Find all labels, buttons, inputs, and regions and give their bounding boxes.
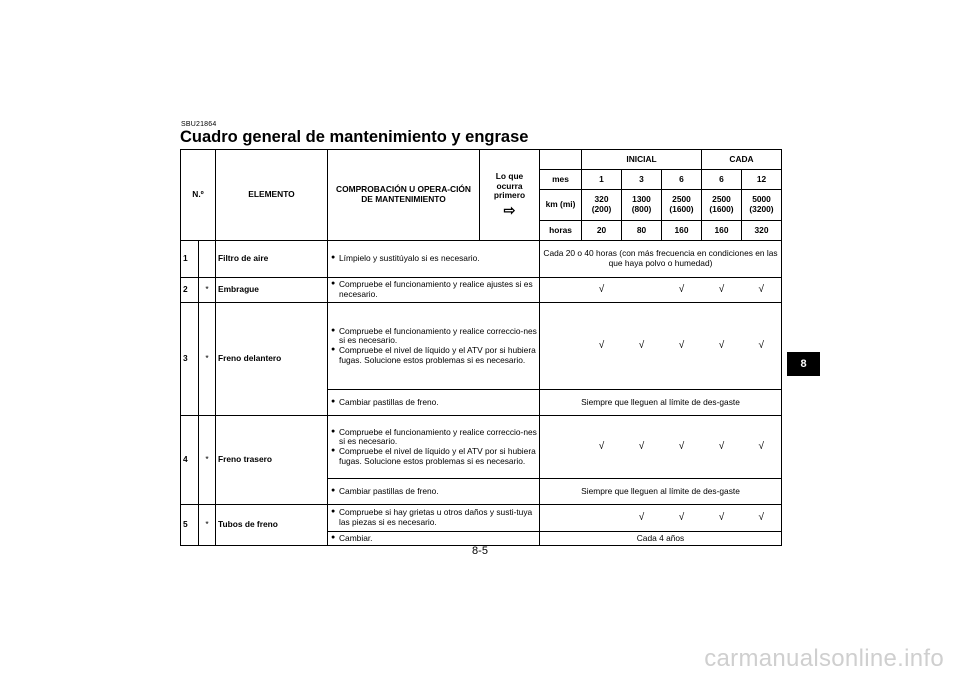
table-row xyxy=(181,416,782,479)
tick-mark: √ xyxy=(702,505,742,532)
row-check xyxy=(328,278,540,303)
unit-mes: mes xyxy=(540,170,582,190)
table-row xyxy=(181,278,782,303)
empty-cell xyxy=(540,303,582,390)
tick-mark: √ xyxy=(742,303,782,390)
tick-mark: √ xyxy=(742,505,782,532)
horas-value: 320 xyxy=(742,221,782,241)
row-number: 5 xyxy=(181,505,199,546)
km-value: 5000 (3200) xyxy=(742,190,782,221)
row-element: Filtro de aire xyxy=(216,241,328,278)
chapter-tab: 8 xyxy=(787,352,820,376)
unit-km: km (mi) xyxy=(540,190,582,221)
header-element: ELEMENTO xyxy=(216,150,328,241)
tick-mark: √ xyxy=(622,505,662,532)
maintenance-table xyxy=(180,149,782,546)
km-value: 1300 (800) xyxy=(622,190,662,221)
header-whichever-label: Lo que ocurra primero xyxy=(493,170,526,201)
row-interval: Cada 4 años xyxy=(540,532,782,546)
check-item: ● Compruebe el nivel de líquido y el ATV por si hubiera fugas. Solucione estos problemas si es necesario. xyxy=(330,346,537,365)
tick-mark: √ xyxy=(702,416,742,479)
table-row xyxy=(181,505,782,532)
check-item: ● Compruebe el funcionamiento y realice ajustes si es necesario. xyxy=(330,280,537,299)
row-check xyxy=(328,479,540,505)
row-element: Tubos de freno xyxy=(216,505,328,546)
row-star: * xyxy=(199,278,216,303)
tick-mark: √ xyxy=(582,303,622,390)
check-item: ● Compruebe el nivel de líquido y el ATV por si hubiera fugas. Solucione estos problemas si es necesario. xyxy=(330,447,537,466)
unit-horas: horas xyxy=(540,221,582,241)
header-every: CADA xyxy=(702,150,782,170)
empty-cell xyxy=(540,416,582,479)
page-number: 8-5 xyxy=(472,545,488,557)
horas-value: 160 xyxy=(662,221,702,241)
row-check xyxy=(328,532,540,546)
row-check xyxy=(328,241,540,278)
row-number: 1 xyxy=(181,241,199,278)
mes-value: 6 xyxy=(662,170,702,190)
tick-mark: √ xyxy=(742,278,782,303)
header-initial: INICIAL xyxy=(582,150,702,170)
check-item: ● Compruebe el funcionamiento y realice correccio-nes si es necesario. xyxy=(330,428,537,447)
tick-mark: √ xyxy=(582,278,622,303)
tick-mark: √ xyxy=(702,278,742,303)
tick-mark: √ xyxy=(662,303,702,390)
row-star: * xyxy=(199,505,216,546)
header-num: N.º xyxy=(181,150,216,241)
tick-mark: √ xyxy=(662,416,702,479)
header-check: COMPROBACIÓN U OPERA-CIÓN DE MANTENIMIENTO xyxy=(328,150,480,241)
check-item: ● Cambiar. xyxy=(330,534,537,544)
horas-value: 80 xyxy=(622,221,662,241)
row-element: Freno trasero xyxy=(216,416,328,505)
row-interval: Cada 20 o 40 horas (con más frecuencia en condiciones en las que haya polvo o humedad) xyxy=(540,241,782,278)
row-check xyxy=(328,416,540,479)
row-check xyxy=(328,505,540,532)
check-item: ● Compruebe el funcionamiento y realice correccio-nes si es necesario. xyxy=(330,327,537,346)
row-number: 4 xyxy=(181,416,199,505)
row-star: * xyxy=(199,416,216,505)
check-item: ● Compruebe si hay grietas u otros daños y susti-tuya las piezas si es necesario. xyxy=(330,508,537,527)
empty-cell xyxy=(582,505,622,532)
table-row xyxy=(181,303,782,390)
tick-mark: √ xyxy=(622,416,662,479)
row-interval: Siempre que lleguen al límite de des-gaste xyxy=(540,390,782,416)
tick-mark: √ xyxy=(662,278,702,303)
km-value: 2500 (1600) xyxy=(702,190,742,221)
empty-cell xyxy=(622,278,662,303)
table-row xyxy=(181,241,782,278)
check-item: ● Límpielo y sustitúyalo si es necesario. xyxy=(330,254,537,264)
row-element: Freno delantero xyxy=(216,303,328,416)
tick-mark: √ xyxy=(582,416,622,479)
mes-value: 6 xyxy=(702,170,742,190)
row-check xyxy=(328,390,540,416)
mes-value: 12 xyxy=(742,170,782,190)
tick-mark: √ xyxy=(622,303,662,390)
km-value: 2500 (1600) xyxy=(662,190,702,221)
horas-value: 160 xyxy=(702,221,742,241)
row-star: * xyxy=(199,303,216,416)
tick-mark: √ xyxy=(702,303,742,390)
empty-cell xyxy=(540,278,582,303)
row-interval: Siempre que lleguen al límite de des-gaste xyxy=(540,479,782,505)
row-star xyxy=(199,241,216,278)
row-number: 3 xyxy=(181,303,199,416)
km-value: 320 (200) xyxy=(582,190,622,221)
horas-value: 20 xyxy=(582,221,622,241)
page-title: Cuadro general de mantenimiento y engrase xyxy=(180,128,529,146)
row-number: 2 xyxy=(181,278,199,303)
check-item: ● Cambiar pastillas de freno. xyxy=(330,487,537,497)
row-check xyxy=(328,303,540,390)
watermark: carmanualsonline.info xyxy=(704,645,944,672)
header-whichever xyxy=(480,150,540,241)
row-element: Embrague xyxy=(216,278,328,303)
check-item: ● Cambiar pastillas de freno. xyxy=(330,398,537,408)
tick-mark: √ xyxy=(662,505,702,532)
mes-value: 1 xyxy=(582,170,622,190)
header-row-1 xyxy=(181,150,782,170)
mes-value: 3 xyxy=(622,170,662,190)
document-code: SBU21864 xyxy=(181,121,217,128)
tick-mark: √ xyxy=(742,416,782,479)
arrow-right-icon: ⇨ xyxy=(503,201,516,218)
empty-cell xyxy=(540,505,582,532)
